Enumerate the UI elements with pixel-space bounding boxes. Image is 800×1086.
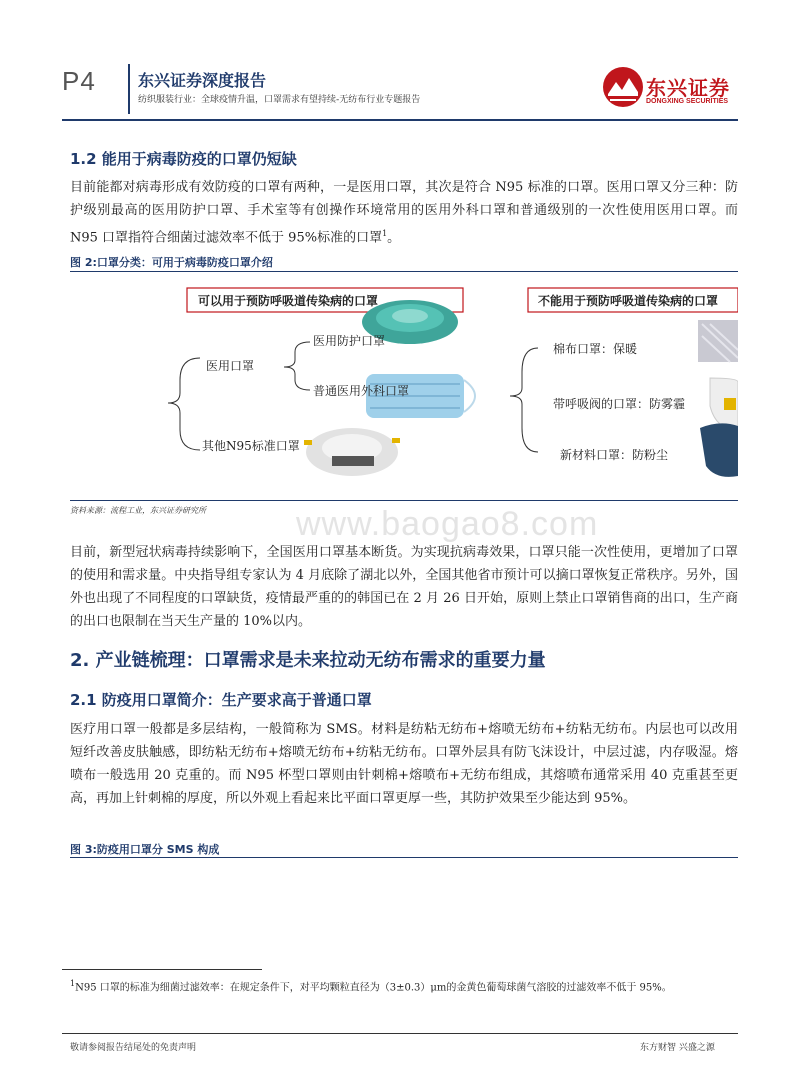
node-n95-mask: 其他N95标准口罩 bbox=[202, 439, 300, 453]
section-1-2-paragraph-b: 目前，新型冠状病毒持续影响下，全国医用口罩基本断货。为实现抗病毒效果，口罩只能一次性使用，更增加了口罩的使用和需求量。中央指导组专家认为 4 月底除了湖北以外，全国其他省市预计可以摘口罩恢复正常秩序。另外，国外也出现了不同程度的口罩缺货，疫情最严重的的韩国已在 2 月 26 日开始，原则上禁止口罩销售商的出口，生产商的出口也限制在当天生产量的 10%以内。 bbox=[70, 545, 738, 629]
paragraph-a-text: 目前能都对病毒形成有效防疫的口罩有两种，一是医用口罩，其次是符合 N95 标准的口罩。医用口罩又分三种：防护级别最高的医用防护口罩、手术室等有创操作环境常用的医用外科口罩和普通级别的一次性使用医用口罩。而 N95 口罩指符合细菌过滤效率不低于 95%标准的口罩 bbox=[70, 180, 738, 246]
cotton-mask-icon bbox=[698, 320, 738, 362]
inner-brace bbox=[284, 342, 310, 390]
valve-mask-icon bbox=[710, 378, 738, 430]
right-panel-title: 不能用于预防呼吸道传染病的口罩 bbox=[538, 294, 719, 308]
node-valve-mask: 带呼吸阀的口罩：防雾霾 bbox=[553, 397, 686, 411]
section-2-1-heading: 2.1 防疫用口罩简介：生产要求高于普通口罩 bbox=[70, 691, 372, 709]
left-panel-title: 可以用于预防呼吸道传染病的口罩 bbox=[198, 294, 379, 308]
figure-3-caption: 图 3:防疫用口罩分 SMS 构成 bbox=[70, 843, 220, 856]
report-title: 东兴证券深度报告 bbox=[138, 71, 267, 90]
paragraph-a-end: 。 bbox=[387, 230, 401, 246]
report-subtitle: 纺织服装行业：全球疫情升温，口罩需求有望持续-无纺布行业专题报告 bbox=[138, 95, 421, 105]
node-new-material-mask: 新材料口罩：防粉尘 bbox=[560, 448, 669, 462]
figure-3-rule bbox=[70, 857, 738, 858]
footer-slogan: 东方财智 兴盛之源 bbox=[640, 1043, 715, 1053]
node-protective-mask: 医用防护口罩 bbox=[313, 334, 386, 348]
footnote-text: N95 口罩的标准为细菌过滤效率：在规定条件下，对平均颗粒直径为（3±0.3）μm的金黄色葡萄球菌气溶胶的过滤效率不低于 95%。 bbox=[75, 982, 672, 994]
figure-2-source: 资料来源：流程工业，东兴证券研究所 bbox=[70, 506, 206, 515]
figure-2-rule bbox=[70, 271, 738, 272]
right-brace bbox=[510, 348, 538, 452]
outer-brace bbox=[168, 358, 200, 450]
section-1-2-paragraph-a bbox=[70, 176, 738, 249]
logo-text-cn: 东兴证券 bbox=[646, 76, 730, 100]
section-1-2-heading: 1.2 能用于病毒防疫的口罩仍短缺 bbox=[70, 150, 297, 168]
section-2-heading: 2. 产业链梳理：口罩需求是未来拉动无纺布需求的重要力量 bbox=[70, 650, 546, 671]
header-rule bbox=[62, 119, 738, 121]
node-cotton-mask: 棉布口罩：保暖 bbox=[553, 342, 638, 356]
logo-text-en: DONGXING SECURITIES bbox=[646, 98, 729, 105]
new-material-mask-icon bbox=[700, 423, 738, 476]
page-number: P4 bbox=[62, 66, 96, 96]
node-medical-mask: 医用口罩 bbox=[206, 359, 255, 373]
figure-2-caption: 图 2:口罩分类：可用于病毒防疫口罩介绍 bbox=[70, 256, 273, 269]
watermark: www.baogao8.com bbox=[296, 505, 599, 543]
white-n95-mask-icon bbox=[304, 428, 400, 476]
footer-rule bbox=[62, 1033, 738, 1034]
footnote-rule bbox=[62, 969, 262, 970]
header-divider bbox=[128, 64, 130, 114]
footer-disclaimer: 敬请参阅报告结尾处的免责声明 bbox=[70, 1043, 197, 1053]
footnote-marker: 1 bbox=[70, 979, 76, 988]
footnote-ref[interactable]: 1 bbox=[382, 229, 388, 238]
footnote bbox=[70, 975, 738, 996]
dongxing-logo-icon bbox=[602, 66, 644, 108]
node-surgical-mask: 普通医用外科口罩 bbox=[313, 384, 410, 398]
figure-2-bottom-rule bbox=[70, 500, 738, 501]
section-2-1-paragraph: 医疗用口罩一般都是多层结构，一般简称为 SMS。材料是纺粘无纺布+熔喷无纺布+纺粘无纺布。内层也可以改用短纤改善皮肤触感，即纺粘无纺布+熔喷无纺布+纺粘无纺布。口罩外层具有防飞沫设计，中层过滤，内存吸湿。熔喷布一般选用 20 克重的。而 N95 杯型口罩则由针刺棉+熔喷布+无纺布组成，其熔喷布通常采用 40 克重甚至更高，再加上针刺棉的厚度，所以外观上看起来比平面口罩更厚一些，其防护效果至少能达到 95%。 bbox=[70, 722, 738, 806]
